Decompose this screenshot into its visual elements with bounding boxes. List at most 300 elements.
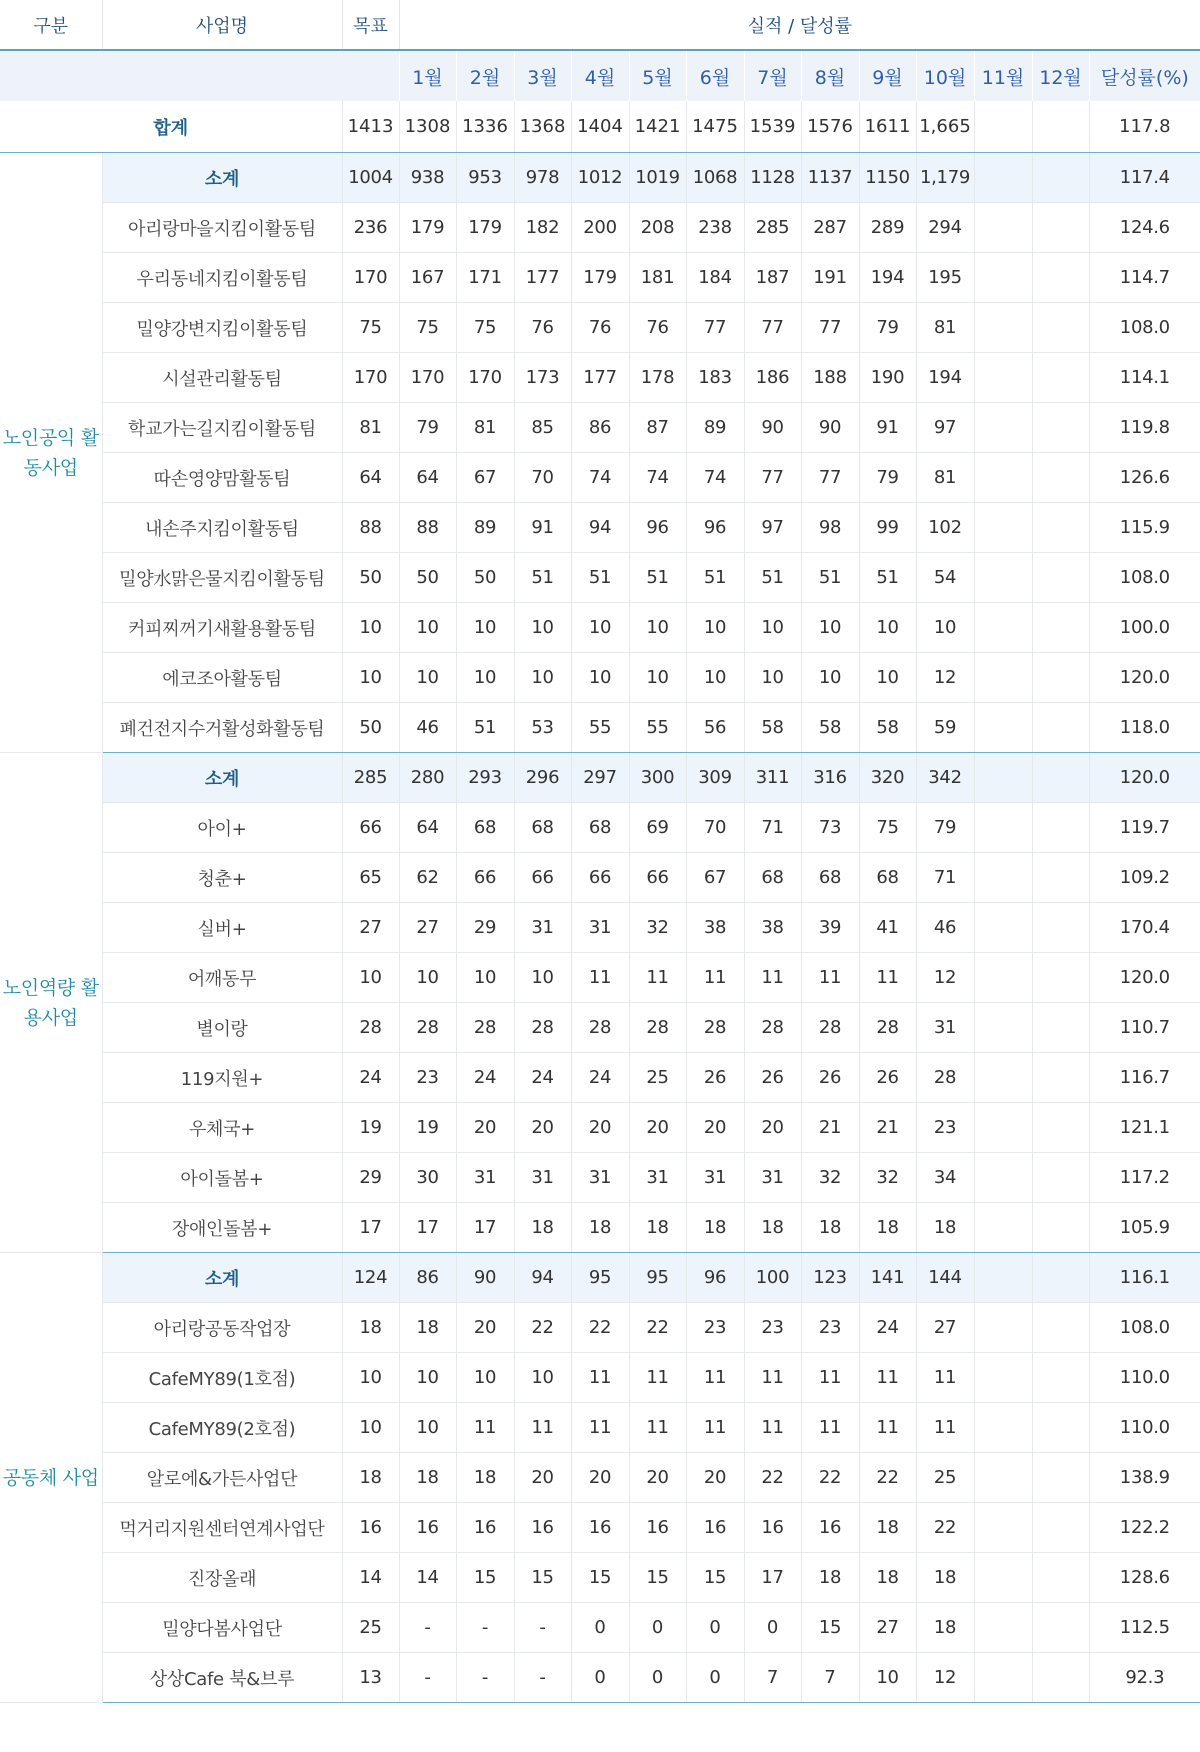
- table-row: [0, 1553, 1200, 1603]
- program-month-value: [1032, 1003, 1089, 1053]
- program-month-value: 19: [399, 1103, 456, 1153]
- program-month-value: [1032, 1103, 1089, 1153]
- program-month-value: 0: [744, 1603, 801, 1653]
- program-month-value: 22: [859, 1453, 916, 1503]
- program-month-value: [974, 1553, 1032, 1603]
- program-month-value: 10: [801, 653, 859, 703]
- program-month-value: 79: [859, 303, 916, 353]
- program-target: 236: [342, 203, 399, 253]
- program-month-value: 26: [801, 1053, 859, 1103]
- program-month-value: 31: [686, 1153, 744, 1203]
- program-target: 10: [342, 1353, 399, 1403]
- month-header-3: 3월: [514, 50, 571, 101]
- table-row: [0, 1153, 1200, 1203]
- total-month-value: 1539: [744, 101, 801, 153]
- program-month-value: -: [456, 1603, 514, 1653]
- program-name: 먹거리지원센터연계사업단: [102, 1503, 342, 1553]
- program-month-value: [1032, 253, 1089, 303]
- program-month-value: 90: [744, 403, 801, 453]
- program-month-value: 11: [686, 1403, 744, 1453]
- program-month-value: 26: [859, 1053, 916, 1103]
- program-name: 밀양다봄사업단: [102, 1603, 342, 1653]
- program-month-value: 179: [399, 203, 456, 253]
- subtotal-month-value: [1032, 1253, 1089, 1303]
- program-month-value: 10: [744, 653, 801, 703]
- program-month-value: 23: [399, 1053, 456, 1103]
- program-month-value: 18: [399, 1453, 456, 1503]
- table-row: [0, 203, 1200, 253]
- program-month-value: 22: [744, 1453, 801, 1503]
- total-month-value: 1,665: [916, 101, 974, 153]
- group-label: 공동체 사업: [0, 1253, 102, 1703]
- header-category: 구분: [0, 0, 102, 50]
- program-month-value: 98: [801, 503, 859, 553]
- subtotal-month-value: 1137: [801, 153, 859, 203]
- program-month-value: 75: [399, 303, 456, 353]
- subtotal-rate: 117.4: [1089, 153, 1200, 203]
- program-month-value: 7: [744, 1653, 801, 1703]
- program-month-value: [1032, 603, 1089, 653]
- program-month-value: 81: [916, 303, 974, 353]
- program-month-value: 68: [801, 853, 859, 903]
- program-rate: 126.6: [1089, 453, 1200, 503]
- header-target: 목표: [342, 0, 399, 50]
- program-rate: 118.0: [1089, 703, 1200, 753]
- group-label: 노인공익 활동사업: [0, 153, 102, 753]
- program-target: 64: [342, 453, 399, 503]
- program-month-value: 24: [514, 1053, 571, 1103]
- month-header-11: 11월: [974, 50, 1032, 101]
- program-month-value: 77: [801, 303, 859, 353]
- program-month-value: 173: [514, 353, 571, 403]
- program-month-value: [1032, 853, 1089, 903]
- program-month-value: 32: [859, 1153, 916, 1203]
- program-month-value: [1032, 903, 1089, 953]
- program-month-value: 22: [916, 1503, 974, 1553]
- program-month-value: 18: [859, 1203, 916, 1253]
- program-month-value: 67: [456, 453, 514, 503]
- subtotal-month-value: 94: [514, 1253, 571, 1303]
- program-month-value: [1032, 303, 1089, 353]
- month-header-7: 7월: [744, 50, 801, 101]
- program-month-value: 51: [801, 553, 859, 603]
- program-month-value: 31: [514, 903, 571, 953]
- program-target: 16: [342, 1503, 399, 1553]
- program-month-value: 10: [686, 653, 744, 703]
- program-month-value: 18: [399, 1303, 456, 1353]
- program-target: 88: [342, 503, 399, 553]
- program-month-value: 22: [801, 1453, 859, 1503]
- program-month-value: 15: [629, 1553, 686, 1603]
- program-month-value: 69: [629, 803, 686, 853]
- program-month-value: 10: [571, 653, 629, 703]
- program-target: 10: [342, 603, 399, 653]
- program-rate: 110.7: [1089, 1003, 1200, 1053]
- program-month-value: [974, 353, 1032, 403]
- program-month-value: [1032, 553, 1089, 603]
- program-month-value: 7: [801, 1653, 859, 1703]
- program-month-value: 11: [744, 1353, 801, 1403]
- subtotal-month-value: 953: [456, 153, 514, 203]
- program-month-value: 10: [744, 603, 801, 653]
- program-rate: 108.0: [1089, 303, 1200, 353]
- program-name: 밀양강변지킴이활동팀: [102, 303, 342, 353]
- subtotal-month-value: 342: [916, 753, 974, 803]
- program-month-value: 18: [859, 1553, 916, 1603]
- program-month-value: 11: [744, 953, 801, 1003]
- program-month-value: 195: [916, 253, 974, 303]
- program-month-value: 194: [859, 253, 916, 303]
- program-month-value: 20: [571, 1103, 629, 1153]
- program-month-value: 10: [916, 603, 974, 653]
- program-month-value: 20: [686, 1453, 744, 1503]
- program-month-value: 79: [916, 803, 974, 853]
- program-month-value: 14: [399, 1553, 456, 1603]
- month-header-4: 4월: [571, 50, 629, 101]
- program-month-value: 0: [571, 1653, 629, 1703]
- table-row: [0, 1353, 1200, 1403]
- program-rate: 124.6: [1089, 203, 1200, 253]
- program-month-value: 11: [801, 1403, 859, 1453]
- program-month-value: 170: [456, 353, 514, 403]
- program-month-value: 31: [456, 1153, 514, 1203]
- subtotal-row: [0, 753, 1200, 803]
- program-target: 13: [342, 1653, 399, 1703]
- program-month-value: 16: [744, 1503, 801, 1553]
- program-month-value: 28: [744, 1003, 801, 1053]
- program-target: 29: [342, 1153, 399, 1203]
- program-month-value: 10: [399, 953, 456, 1003]
- total-month-value: 1421: [629, 101, 686, 153]
- program-month-value: 17: [399, 1203, 456, 1253]
- program-month-value: 15: [801, 1603, 859, 1653]
- program-month-value: 22: [571, 1303, 629, 1353]
- program-month-value: 51: [686, 553, 744, 603]
- program-month-value: [974, 1503, 1032, 1553]
- program-month-value: 38: [744, 903, 801, 953]
- total-month-value: [1032, 101, 1089, 153]
- program-month-value: [974, 1453, 1032, 1503]
- program-month-value: 17: [456, 1203, 514, 1253]
- subtotal-month-value: 978: [514, 153, 571, 203]
- program-rate: 108.0: [1089, 553, 1200, 603]
- program-month-value: 91: [859, 403, 916, 453]
- program-month-value: [974, 853, 1032, 903]
- program-month-value: 51: [859, 553, 916, 603]
- program-month-value: 10: [514, 1353, 571, 1403]
- program-name: 아이+: [102, 803, 342, 853]
- program-month-value: [1032, 1653, 1089, 1703]
- program-name: 별이랑: [102, 1003, 342, 1053]
- program-month-value: [974, 1103, 1032, 1153]
- table-row: [0, 1653, 1200, 1703]
- subtotal-month-value: 1150: [859, 153, 916, 203]
- table-row: [0, 553, 1200, 603]
- program-month-value: 238: [686, 203, 744, 253]
- program-month-value: 11: [514, 1403, 571, 1453]
- program-month-value: 11: [629, 953, 686, 1003]
- program-month-value: [974, 1353, 1032, 1403]
- program-target: 28: [342, 1003, 399, 1053]
- program-target: 24: [342, 1053, 399, 1103]
- total-row: [0, 101, 1200, 153]
- subtotal-rate: 116.1: [1089, 1253, 1200, 1303]
- table-row: [0, 603, 1200, 653]
- program-month-value: 10: [686, 603, 744, 653]
- program-name: 장애인돌봄+: [102, 1203, 342, 1253]
- program-month-value: 17: [744, 1553, 801, 1603]
- program-month-value: 10: [629, 653, 686, 703]
- table-row: [0, 1003, 1200, 1053]
- program-target: 17: [342, 1203, 399, 1253]
- program-rate: 114.7: [1089, 253, 1200, 303]
- subtotal-month-value: 141: [859, 1253, 916, 1303]
- table-row: [0, 353, 1200, 403]
- program-month-value: 16: [686, 1503, 744, 1553]
- program-name: 우체국+: [102, 1103, 342, 1153]
- program-rate: 109.2: [1089, 853, 1200, 903]
- program-rate: 105.9: [1089, 1203, 1200, 1253]
- subtotal-month-value: 316: [801, 753, 859, 803]
- program-month-value: 182: [514, 203, 571, 253]
- program-month-value: 67: [686, 853, 744, 903]
- program-month-value: 90: [801, 403, 859, 453]
- program-month-value: [1032, 1053, 1089, 1103]
- program-month-value: 15: [571, 1553, 629, 1603]
- program-month-value: 74: [629, 453, 686, 503]
- program-month-value: 20: [629, 1453, 686, 1503]
- program-month-value: 26: [744, 1053, 801, 1103]
- program-name: 청춘+: [102, 853, 342, 903]
- program-target: 170: [342, 253, 399, 303]
- total-month-value: 1475: [686, 101, 744, 153]
- program-month-value: 10: [859, 1653, 916, 1703]
- program-month-value: 11: [571, 1403, 629, 1453]
- program-month-value: 31: [744, 1153, 801, 1203]
- program-month-value: [974, 703, 1032, 753]
- subtotal-month-value: 95: [629, 1253, 686, 1303]
- program-rate: 114.1: [1089, 353, 1200, 403]
- program-month-value: 12: [916, 953, 974, 1003]
- subtotal-rate: 120.0: [1089, 753, 1200, 803]
- program-rate: 122.2: [1089, 1503, 1200, 1553]
- program-month-value: 285: [744, 203, 801, 253]
- program-month-value: 10: [514, 653, 571, 703]
- program-month-value: 190: [859, 353, 916, 403]
- program-name: 어깨동무: [102, 953, 342, 1003]
- subtotal-month-value: 1019: [629, 153, 686, 203]
- program-month-value: [1032, 1603, 1089, 1653]
- program-month-value: 32: [801, 1153, 859, 1203]
- program-month-value: 10: [859, 603, 916, 653]
- program-month-value: 16: [456, 1503, 514, 1553]
- subtotal-month-value: 96: [686, 1253, 744, 1303]
- program-month-value: [974, 1153, 1032, 1203]
- subtotal-month-value: 309: [686, 753, 744, 803]
- table-row: [0, 803, 1200, 853]
- program-month-value: 18: [916, 1203, 974, 1253]
- program-month-value: [1032, 503, 1089, 553]
- program-month-value: 77: [744, 453, 801, 503]
- program-month-value: 68: [514, 803, 571, 853]
- table-row: [0, 1503, 1200, 1553]
- header-name: 사업명: [102, 0, 342, 50]
- table-row: [0, 1203, 1200, 1253]
- program-month-value: 0: [629, 1653, 686, 1703]
- program-name: CafeMY89(2호점): [102, 1403, 342, 1453]
- subtotal-month-value: [974, 753, 1032, 803]
- program-month-value: 68: [456, 803, 514, 853]
- program-month-value: 23: [686, 1303, 744, 1353]
- program-month-value: 18: [629, 1203, 686, 1253]
- program-month-value: 25: [629, 1053, 686, 1103]
- subtotal-month-value: 1068: [686, 153, 744, 203]
- program-month-value: 87: [629, 403, 686, 453]
- program-month-value: 75: [456, 303, 514, 353]
- table-row: [0, 253, 1200, 303]
- program-month-value: 16: [514, 1503, 571, 1553]
- program-month-value: 179: [456, 203, 514, 253]
- program-target: 66: [342, 803, 399, 853]
- program-name: 에코조아활동팀: [102, 653, 342, 703]
- program-name: 우리동네지킴이활동팀: [102, 253, 342, 303]
- program-month-value: 97: [916, 403, 974, 453]
- program-month-value: 191: [801, 253, 859, 303]
- program-month-value: 178: [629, 353, 686, 403]
- program-month-value: 46: [399, 703, 456, 753]
- program-month-value: 171: [456, 253, 514, 303]
- subtotal-target: 285: [342, 753, 399, 803]
- program-month-value: 85: [514, 403, 571, 453]
- program-month-value: 91: [514, 503, 571, 553]
- program-month-value: [1032, 1553, 1089, 1603]
- program-target: 18: [342, 1453, 399, 1503]
- table-row: [0, 703, 1200, 753]
- table-row: [0, 1603, 1200, 1653]
- program-target: 10: [342, 653, 399, 703]
- program-month-value: 89: [456, 503, 514, 553]
- month-header-12: 12월: [1032, 50, 1089, 101]
- program-month-value: 10: [571, 603, 629, 653]
- program-month-value: 0: [571, 1603, 629, 1653]
- program-month-value: [974, 303, 1032, 353]
- program-month-value: [1032, 1503, 1089, 1553]
- program-month-value: 21: [801, 1103, 859, 1153]
- table-row: [0, 903, 1200, 953]
- program-rate: 170.4: [1089, 903, 1200, 953]
- rate-header: 달성률(%): [1089, 50, 1200, 101]
- program-month-value: 10: [399, 603, 456, 653]
- program-month-value: [1032, 453, 1089, 503]
- subtotal-month-value: 311: [744, 753, 801, 803]
- program-month-value: 70: [514, 453, 571, 503]
- program-month-value: 31: [916, 1003, 974, 1053]
- total-rate: 117.8: [1089, 101, 1200, 153]
- subtotal-month-value: 1128: [744, 153, 801, 203]
- program-month-value: 20: [629, 1103, 686, 1153]
- program-name: 아리랑마을지킴이활동팀: [102, 203, 342, 253]
- program-month-value: -: [399, 1653, 456, 1703]
- program-month-value: 18: [514, 1203, 571, 1253]
- program-name: 커피찌꺼기새활용활동팀: [102, 603, 342, 653]
- program-month-value: 59: [916, 703, 974, 753]
- table-row: [0, 503, 1200, 553]
- table-row: [0, 403, 1200, 453]
- subtotal-row: [0, 1253, 1200, 1303]
- program-month-value: 31: [514, 1153, 571, 1203]
- program-rate: 138.9: [1089, 1453, 1200, 1503]
- program-month-value: 32: [629, 903, 686, 953]
- program-month-value: 79: [399, 403, 456, 453]
- program-month-value: 96: [686, 503, 744, 553]
- program-month-value: 74: [571, 453, 629, 503]
- program-rate: 92.3: [1089, 1653, 1200, 1703]
- program-month-value: 10: [399, 1353, 456, 1403]
- program-month-value: [974, 553, 1032, 603]
- program-month-value: 10: [456, 653, 514, 703]
- program-target: 14: [342, 1553, 399, 1603]
- program-month-value: -: [514, 1653, 571, 1703]
- month-header-5: 5월: [629, 50, 686, 101]
- subtotal-target: 124: [342, 1253, 399, 1303]
- program-month-value: 81: [916, 453, 974, 503]
- program-month-value: 11: [801, 953, 859, 1003]
- program-month-value: [1032, 703, 1089, 753]
- subtotal-month-value: 123: [801, 1253, 859, 1303]
- program-month-value: 66: [629, 853, 686, 903]
- program-month-value: 28: [686, 1003, 744, 1053]
- program-rate: 112.5: [1089, 1603, 1200, 1653]
- subtotal-month-value: 144: [916, 1253, 974, 1303]
- program-month-value: 97: [744, 503, 801, 553]
- program-month-value: 183: [686, 353, 744, 403]
- subtotal-month-value: 297: [571, 753, 629, 803]
- program-name: 아이돌봄+: [102, 1153, 342, 1203]
- program-target: 81: [342, 403, 399, 453]
- program-rate: 117.2: [1089, 1153, 1200, 1203]
- program-rate: 119.7: [1089, 803, 1200, 853]
- program-month-value: 188: [801, 353, 859, 403]
- program-name: CafeMY89(1호점): [102, 1353, 342, 1403]
- program-month-value: [974, 253, 1032, 303]
- program-month-value: 177: [571, 353, 629, 403]
- program-month-value: [974, 653, 1032, 703]
- program-month-value: 20: [456, 1303, 514, 1353]
- program-month-value: [1032, 953, 1089, 1003]
- program-month-value: 10: [399, 653, 456, 703]
- program-month-value: 81: [456, 403, 514, 453]
- program-month-value: 0: [686, 1603, 744, 1653]
- program-month-value: 18: [916, 1553, 974, 1603]
- program-rate: 120.0: [1089, 953, 1200, 1003]
- program-month-value: 16: [629, 1503, 686, 1553]
- program-month-value: 31: [571, 903, 629, 953]
- program-month-value: [974, 603, 1032, 653]
- program-month-value: 31: [571, 1153, 629, 1203]
- program-month-value: 11: [629, 1353, 686, 1403]
- program-month-value: 287: [801, 203, 859, 253]
- program-month-value: 20: [514, 1103, 571, 1153]
- subtotal-month-value: 280: [399, 753, 456, 803]
- subtotal-month-value: 938: [399, 153, 456, 203]
- program-month-value: 179: [571, 253, 629, 303]
- table-row: [0, 1053, 1200, 1103]
- program-month-value: 26: [686, 1053, 744, 1103]
- program-month-value: 11: [686, 1353, 744, 1403]
- program-month-value: [974, 1053, 1032, 1103]
- program-month-value: 86: [571, 403, 629, 453]
- table-row: [0, 303, 1200, 353]
